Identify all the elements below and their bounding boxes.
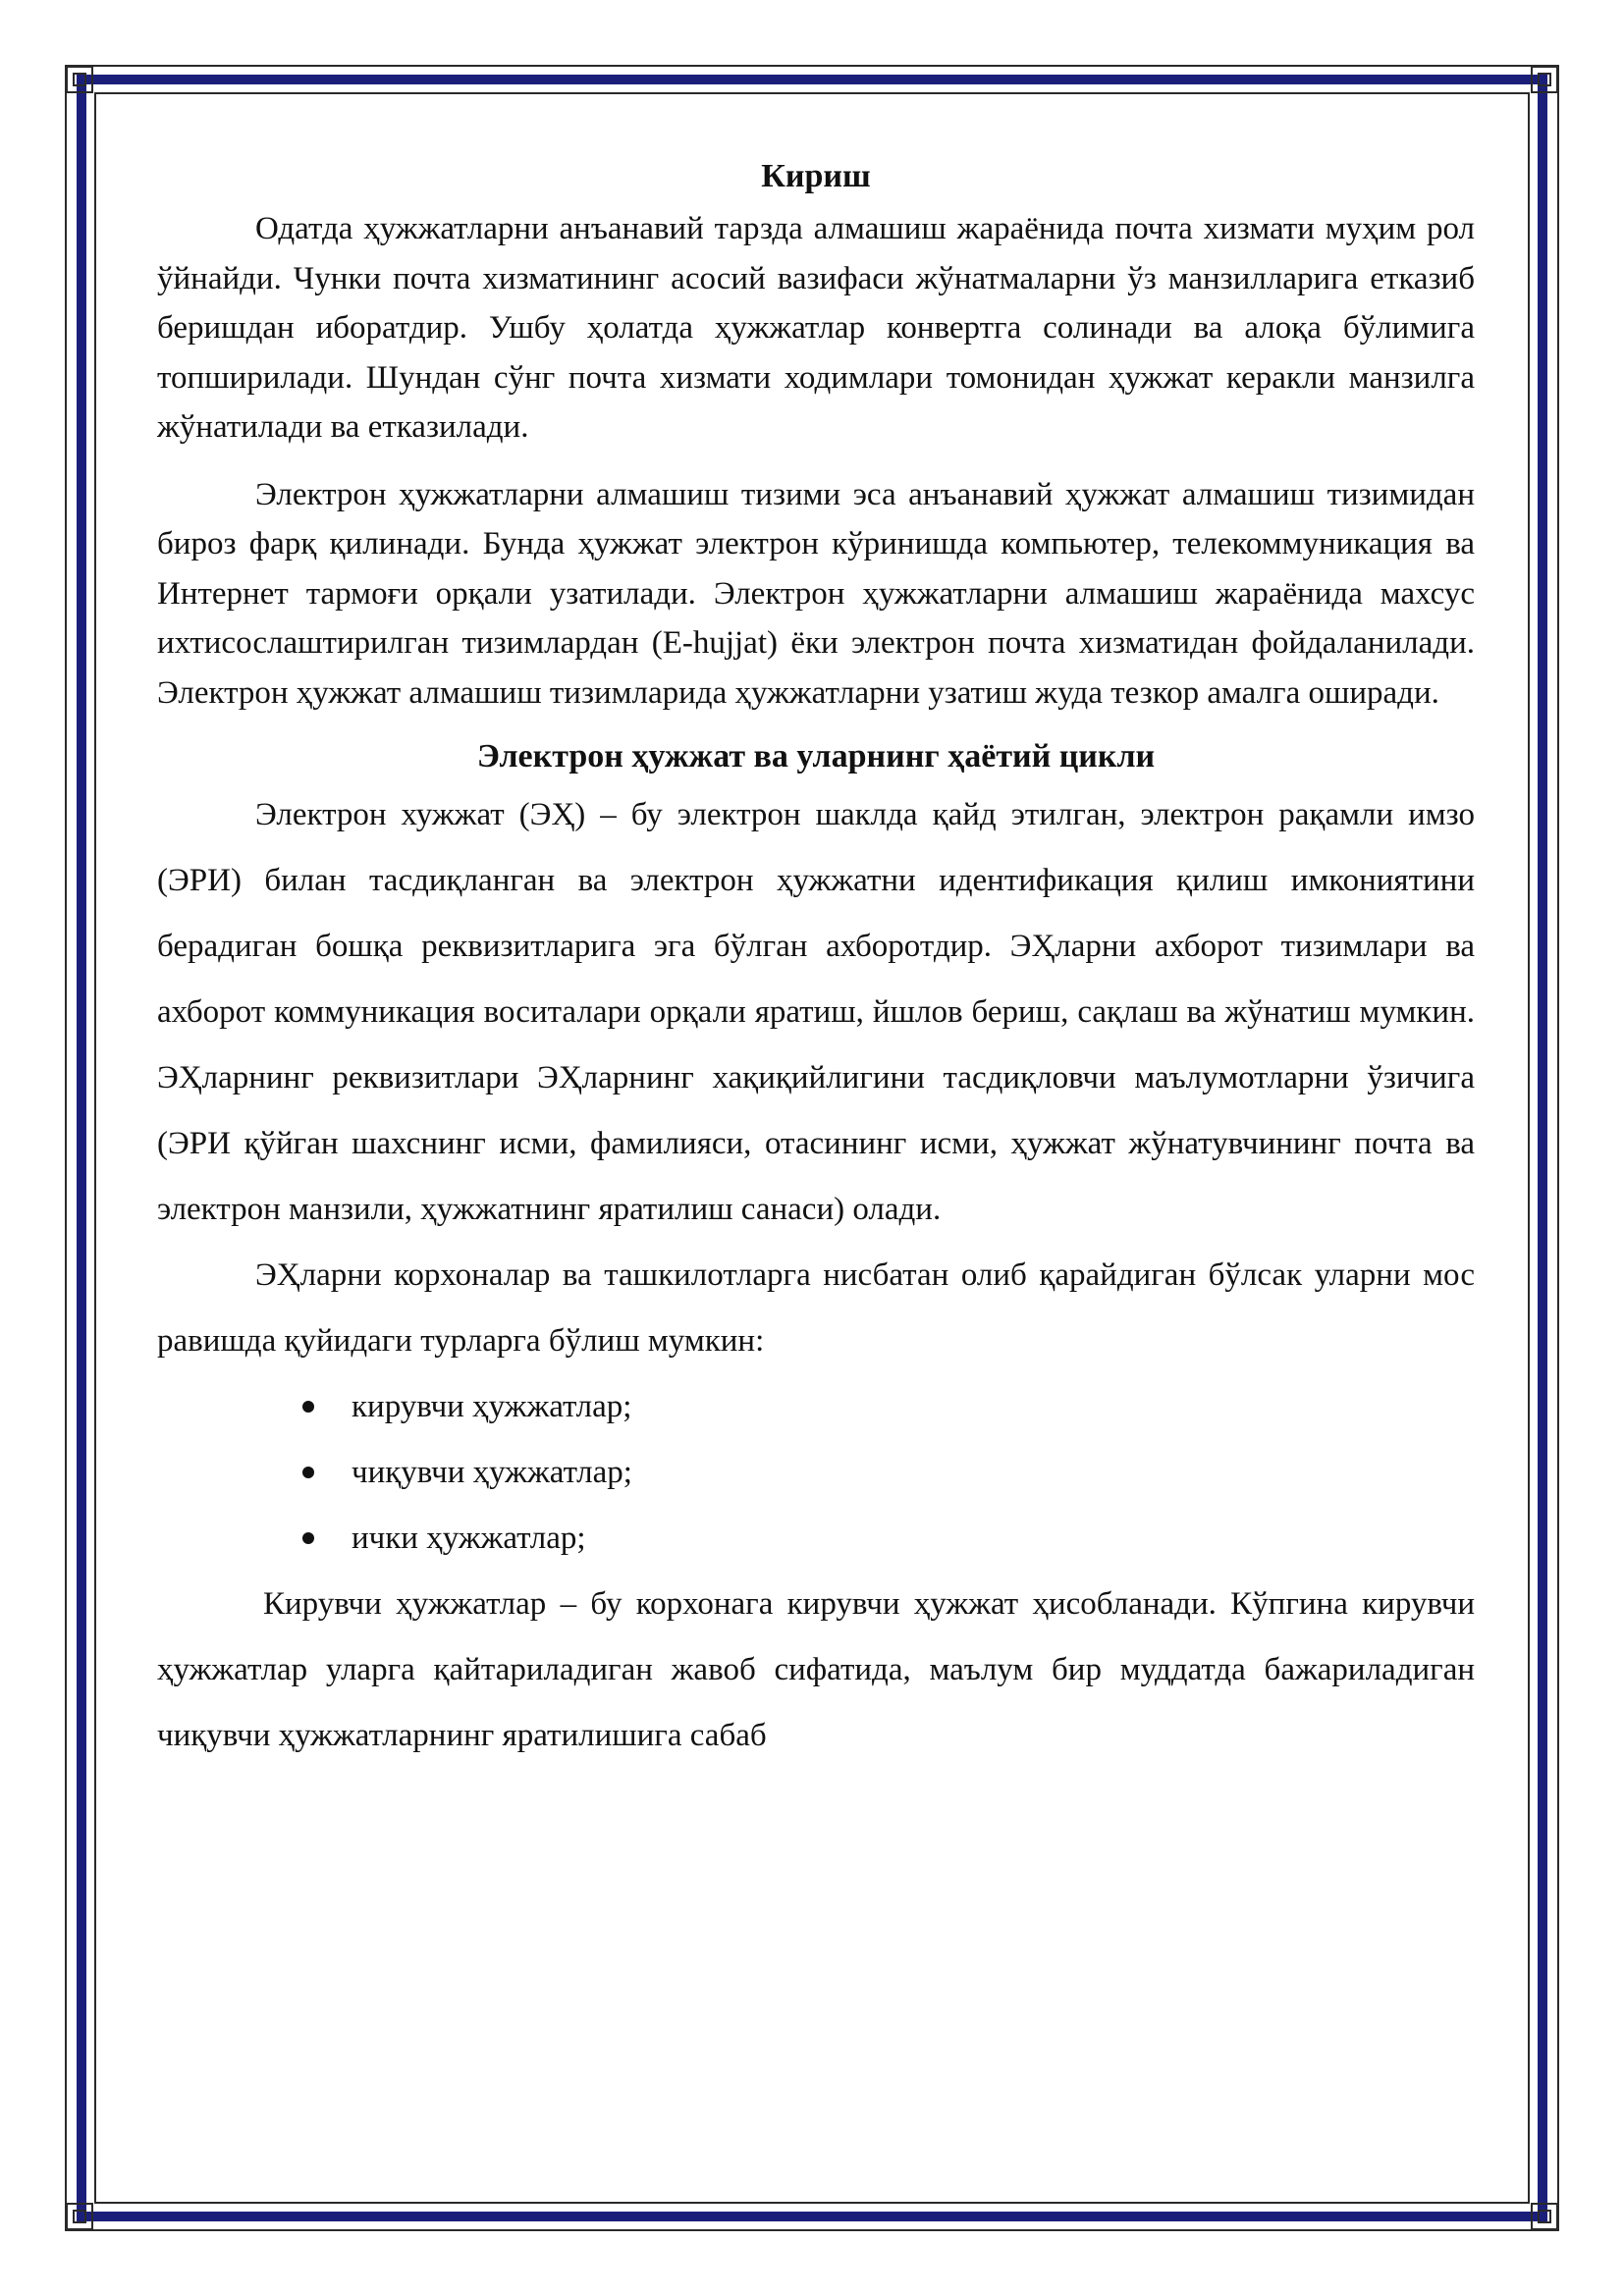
intro-paragraph-2: Электрон ҳужжатларни алмашиш тизими эса анъанавий ҳужжат алмашиш тизимидан бироз фарқ қилинади. Бунда ҳужжат электрон кўринишда компьютер, телекоммуникация ва Интернет тармоғи орқали узатилади. Электрон ҳужжатларни алмашиш жараёнида махсус ихтисослаштирилган тизимлардан (E-hujjat) ёки электрон почта хизматидан фойдаланилади. Электрон ҳужжат алмашиш тизимларида ҳужжатларни узатиш жуда тезкор амалга оширади.	[157, 476, 1475, 711]
list-item-text: ички ҳужжатлар;	[352, 1521, 586, 1556]
bullet-icon	[302, 1467, 314, 1478]
corner-ornament-top-right	[1530, 65, 1559, 94]
list-item-text: кирувчи ҳужжатлар;	[352, 1389, 632, 1424]
section-title: Электрон ҳужжат ва уларнинг ҳаётий цикли	[476, 738, 1156, 774]
corner-ornament-bottom-right	[1530, 2202, 1559, 2231]
list-item	[302, 1506, 1475, 1572]
list-item	[302, 1440, 1475, 1506]
document-title: Кириш	[761, 158, 871, 194]
section-paragraph-2: ЭҲларни корхоналар ва ташкилотларга нисбатан олиб қарайдиган бўлсак уларни мос равишда қуйидаги турларга бўлиш мумкин:	[157, 1257, 1475, 1359]
section-paragraph-1: Электрон хужжат (ЭҲ) – бу электрон шаклда қайд этилган, электрон рақамли имзо (ЭРИ) билан тасдиқланган ва электрон ҳужжатни идентификация қилиш имкониятини берадиган бошқа реквизитларига эга бўлган ахборотдир. ЭҲларни ахборот тизимлари ва ахборот коммуникация воситалари орқали яратиш, йшлов бериш, сақлаш ва жўнатиш мумкин. ЭҲларнинг реквизитлари ЭҲларнинг хақиқийлигини тасдиқловчи маълумотларни ўзичига (ЭРИ қўйган шахснинг исми, фамилияси, отасининг исми, ҳужжат жўнатувчининг почта ва электрон манзили, ҳужжатнинг яратилиш санаси) олади.	[157, 797, 1475, 1227]
list-item-text: чиқувчи ҳужжатлар;	[352, 1455, 632, 1490]
bullet-icon	[302, 1532, 314, 1544]
intro-paragraph-1: Одатда ҳужжатларни анъанавий тарзда алмашиш жараёнида почта хизмати муҳим рол ўйнайди. Чунки почта хизматининг асосий вазифаси жўнатмаларни ўз манзилларига етказиб беришдан иборатдир. Ушбу ҳолатда ҳужжатлар конвертга солинади ва алоқа бўлимига топширилади. Шундан сўнг почта хизмати ходимлари томонидан ҳужжат керакли манзилга жўнатилади ва етказилади.	[157, 211, 1475, 445]
corner-ornament-top-left	[65, 65, 94, 94]
corner-ornament-bottom-left	[65, 2202, 94, 2231]
document-body	[157, 147, 1475, 1769]
list-item	[302, 1374, 1475, 1440]
document-type-list	[157, 1374, 1475, 1572]
closing-paragraph: Кирувчи ҳужжатлар – бу корхонага кирувчи ҳужжат ҳисобланади. Кўпгина кирувчи ҳужжатлар уларга қайтариладиган жавоб сифатида, маълум бир муддатда бажариладиган чиқувчи ҳужжатларнинг яратилишига сабаб	[157, 1586, 1475, 1753]
bullet-icon	[302, 1401, 314, 1413]
